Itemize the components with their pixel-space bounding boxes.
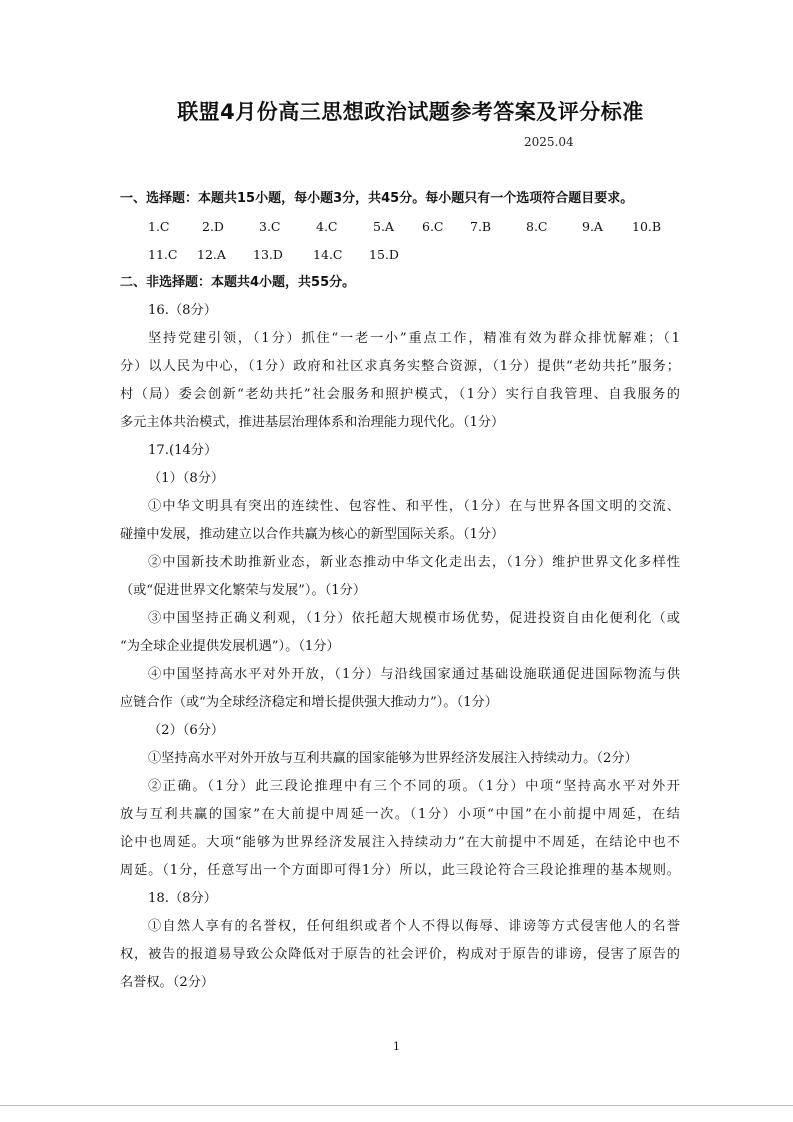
answer-paragraph-line: 周延。（1分，任意写出一个方面即可得1分）所以，此三段论符合三段论推理的基本规则。 xyxy=(120,863,680,878)
answer-item: 7.B xyxy=(470,219,492,234)
answer-paragraph-line: ①自然人享有的名誉权，任何组织或者个人不得以侮辱、诽谤等方式侵害他人的名誉 xyxy=(148,919,680,934)
answer-paragraph-line: ①坚持高水平对外开放与互利共赢的国家能够为世界经济发展注入持续动力。（2分） xyxy=(148,751,638,766)
answer-item: 12.A xyxy=(197,247,226,262)
answer-row-2 xyxy=(148,245,399,265)
answer-paragraph-line: 放与互利共赢的国家”在大前提中周延一次。（1分）小项“中国”在小前提中周延，在结 xyxy=(120,807,680,822)
answer-paragraph-line: ④中国坚持高水平对外开放，（1分）与沿线国家通过基础设施联通促进国际物流与供 xyxy=(148,667,680,682)
document-date: 2025.04 xyxy=(524,135,574,149)
answer-item: 4.C xyxy=(316,219,338,234)
answer-item: 6.C xyxy=(422,219,444,234)
answer-item: 10.B xyxy=(632,219,662,234)
answer-paragraph-line: 应链合作（或“为全球经济稳定和增长提供强大推动力”）。（1分） xyxy=(120,695,498,710)
answer-item: 3.C xyxy=(259,219,281,234)
page-title: 联盟4月份高三思想政治试题参考答案及评分标准 xyxy=(177,100,644,124)
answer-paragraph-line: ②中国新技术助推新业态，新业态推动中华文化走出去，（1分）维护世界文化多样性 xyxy=(148,555,680,570)
answer-paragraph-line: 坚持党建引领，（1分）抓住“一老一小”重点工作，精准有效为群众排忧解难；（1 xyxy=(148,331,680,346)
answer-paragraph-line: 论中也周延。大项“能够为世界经济发展注入持续动力”在大前提中不周延，在结论中也不 xyxy=(120,835,680,850)
answer-item: 8.C xyxy=(526,219,548,234)
answer-paragraph-line: “为全球企业提供发展机遇”）。（1分） xyxy=(120,639,340,654)
answer-item: 13.D xyxy=(253,247,283,262)
answer-paragraph-line: 碰撞中发展，推动建立以合作共赢为核心的新型国际关系。（1分） xyxy=(120,527,505,542)
answer-item: 14.C xyxy=(313,247,343,262)
page-bottom-rule xyxy=(0,1105,793,1106)
question-18-heading: 18.（8分） xyxy=(148,891,217,906)
answer-paragraph-line: 多元主体共治模式，推进基层治理体系和治理能力现代化。（1分） xyxy=(120,415,505,430)
subquestion-heading: （1）（8分） xyxy=(148,471,225,486)
answer-paragraph-line: 名誉权。（2分） xyxy=(120,975,215,990)
answer-item: 2.D xyxy=(202,219,224,234)
answer-paragraph-line: 村（局）委会创新“老幼共托”社会服务和照护模式，（1分）实行自我管理、自我服务的 xyxy=(120,387,680,402)
answer-paragraph-line: ③中国坚持正确义利观，（1分）依托超大规模市场优势，促进投资自由化便利化（或 xyxy=(148,611,680,626)
question-16-heading: 16.（8分） xyxy=(148,303,217,318)
section-1-heading: 一、选择题：本题共15小题，每小题3分，共45分。每小题只有一个选项符合题目要求。 xyxy=(120,191,634,206)
answer-item: 15.D xyxy=(369,247,399,262)
answer-paragraph-line: 分）以人民为中心，（1分）政府和社区求真务实整合资源，（1分）提供“老幼共托”服务； xyxy=(120,359,680,374)
answer-item: 1.C xyxy=(148,219,170,234)
section-2-heading: 二、非选择题：本题共4小题，共55分。 xyxy=(120,275,356,290)
page-number: 1 xyxy=(393,1040,400,1053)
answer-row-1 xyxy=(148,217,661,237)
subquestion-heading: （2）（6分） xyxy=(148,723,225,738)
question-17-heading: 17.(14分） xyxy=(148,443,218,458)
answer-item: 9.A xyxy=(582,219,603,234)
answer-item: 11.C xyxy=(148,247,178,262)
answer-paragraph-line: ②正确。（1分）此三段论推理中有三个不同的项。（1分）中项“坚持高水平对外开 xyxy=(148,779,680,794)
answer-item: 5.A xyxy=(373,219,394,234)
answer-paragraph-line: 权，被告的报道易导致公众降低对于原告的社会评价，构成对于原告的诽谤，侵害了原告的 xyxy=(120,947,680,962)
answer-paragraph-line: ①中华文明具有突出的连续性、包容性、和平性，（1分）在与世界各国文明的交流、 xyxy=(148,499,680,514)
answer-paragraph-line: （或“促进世界文化繁荣与发展”）。（1分） xyxy=(120,583,367,598)
